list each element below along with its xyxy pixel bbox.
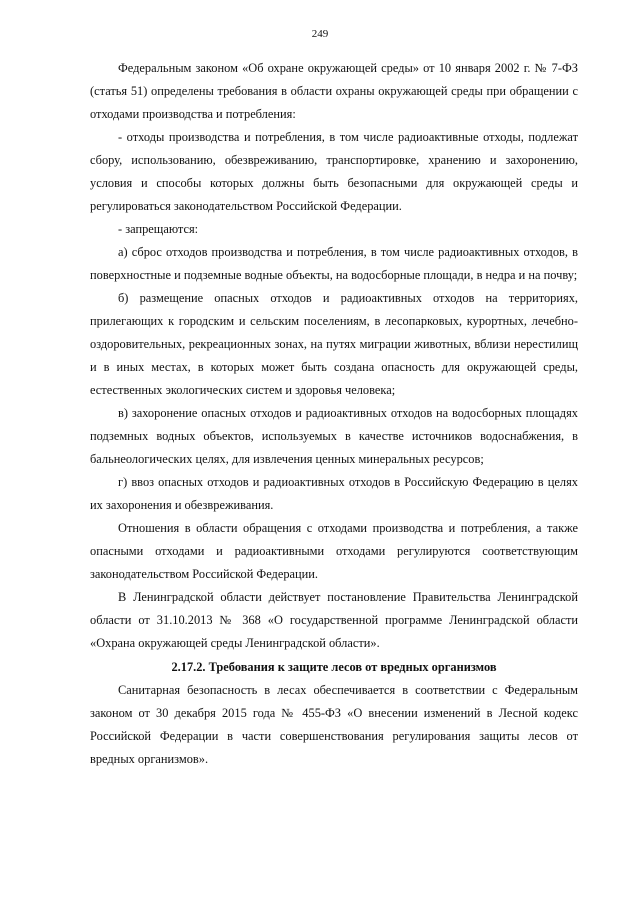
paragraph: Отношения в области обращения с отходами производства и потребления, а также опасными отходами и радиоактивными отходами регулируются соответствующим законодательством Российской Федерации. (90, 521, 578, 581)
document-body (90, 57, 578, 771)
paragraph: В Ленинградской области действует постановление Правительства Ленинградской области от 31.10.2013 № 368 «О государственной программе Ленинградской области «Охрана окружающей среды Ленинградской области». (90, 590, 578, 650)
paragraph: Санитарная безопасность в лесах обеспечивается в соответствии с Федеральным законом от 30 декабря 2015 года № 455-ФЗ «О внесении изменений в Лесной кодекс Российской Федерации в части совершенствования регулирования защиты лесов от вредных организмов». (90, 683, 578, 766)
paragraph: г) ввоз опасных отходов и радиоактивных отходов в Российскую Федерацию в целях их захоронения и обезвреживания. (90, 475, 578, 512)
paragraph: в) захоронение опасных отходов и радиоактивных отходов на водосборных площадях подземных водных объектов, используемых в качестве источников водоснабжения, в бальнеологических целях, для извлечения ценных минеральных ресурсов; (90, 406, 578, 466)
paragraph: Федеральным законом «Об охране окружающей среды» от 10 января 2002 г. № 7-ФЗ (статья 51) определены требования в области охраны окружающей среды при обращении с отходами производства и потребления: (90, 61, 578, 121)
section-heading: 2.17.2. Требования к защите лесов от вредных организмов (171, 660, 497, 674)
paragraph: а) сброс отходов производства и потребления, в том числе радиоактивных отходов, в поверхностные и подземные водные объекты, на водосборные площади, в недра и на почву; (90, 245, 578, 282)
paragraph: - запрещаются: (118, 222, 199, 236)
paragraph: - отходы производства и потребления, в том числе радиоактивные отходы, подлежат сбору, использованию, обезвреживанию, транспортировке, хранению и захоронению, условия и способы которых должны быть безопасными для окружающей среды и регулироваться законодательством Российской Федерации. (90, 130, 578, 213)
paragraph: б) размещение опасных отходов и радиоактивных отходов на территориях, прилегающих к городским и сельским поселениям, в лесопарковых, курортных, лечебно-оздоровительных, рекреационных зонах, на путях миграции животных, вблизи нерестилищ и в иных местах, в которых может быть создана опасность для окружающей среды, естественных экологических систем и здоровья человека; (90, 291, 578, 397)
page-number: 249 (311, 28, 329, 40)
